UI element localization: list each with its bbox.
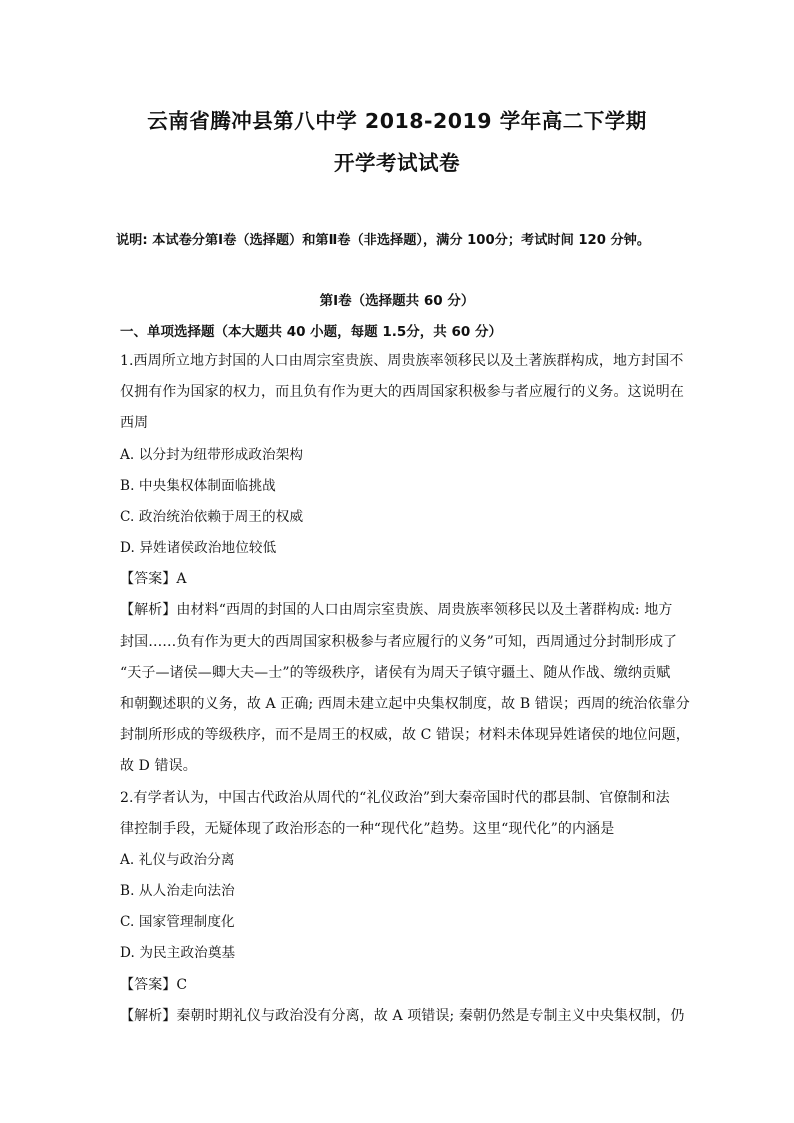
exam-instructions: 说明: 本试卷分第Ⅰ卷（选择题）和第Ⅱ卷（非选择题），满分 100分；考试时间 120 分钟。 <box>116 233 651 248</box>
q2-option-d: D. 为民主政治奠基 <box>120 945 236 961</box>
q1-analysis-line: 封国……负有作为更大的西周国家积极参与者应履行的义务”可知，西周通过分封制形成了 <box>120 634 678 650</box>
q1-analysis-line: “天子—诸侯—卿大夫—士”的等级秩序，诸侯有为周天子镇守疆土、随从作战、缴纳贡赋 <box>120 665 671 681</box>
exam-title-line-2: 开学考试试卷 <box>334 151 460 175</box>
q1-option-a: A. 以分封为纽带形成政治架构 <box>120 447 304 463</box>
q2-answer: 【答案】C <box>120 977 188 993</box>
q2-option-a: A. 礼仪与政治分离 <box>120 852 235 868</box>
q2-option-c: C. 国家管理制度化 <box>120 914 235 930</box>
q1-answer: 【答案】A <box>120 571 187 587</box>
q1-option-d: D. 异姓诸侯政治地位较低 <box>120 540 277 556</box>
q2-stem-line: 2.有学者认为，中国古代政治从周代的“礼仪政治”到大秦帝国时代的郡县制、官僚制和法 <box>120 790 670 806</box>
q1-analysis-line: 和朝觐述职的义务，故 A 正确; 西周未建立起中央集权制度，故 B 错误；西周的统治依靠分 <box>120 696 690 712</box>
q2-analysis-line: 【解析】秦朝时期礼仪与政治没有分离，故 A 项错误; 秦朝仍然是专制主义中央集权制，仍 <box>120 1008 685 1024</box>
q1-stem-line: 1.西周所立地方封国的人口由周宗室贵族、周贵族率领移民以及土著族群构成，地方封国不 <box>120 353 684 369</box>
section-1-heading: 一、单项选择题（本大题共 40 小题，每题 1.5分，共 60 分） <box>120 324 502 340</box>
q1-analysis-line: 封制所形成的等级秩序，而不是周王的权威，故 C 错误；材料未体现异姓诸侯的地位问题， <box>120 727 690 743</box>
q1-option-c: C. 政治统治依赖于周王的权威 <box>120 509 304 525</box>
q1-option-b: B. 中央集权体制面临挑战 <box>120 478 276 494</box>
q1-stem-line: 西周 <box>120 415 149 431</box>
q2-stem-line: 律控制手段，无疑体现了政治形态的一种“现代化”趋势。这里“现代化”的内涵是 <box>120 821 615 837</box>
q2-option-b: B. 从人治走向法治 <box>120 883 235 899</box>
exam-title-line-1: 云南省腾冲县第八中学 2018-2019 学年高二下学期 <box>147 109 647 133</box>
part-1-heading: 第Ⅰ卷（选择题共 60 分） <box>319 293 475 309</box>
q1-analysis-line: 【解析】由材料“西周的封国的人口由周宗室贵族、周贵族率领移民以及土著群构成: 地方 <box>120 602 673 618</box>
q1-stem-line: 仅拥有作为国家的权力，而且负有作为更大的西周国家积极参与者应履行的义务。这说明在 <box>120 384 684 400</box>
q1-analysis-line: 故 D 错误。 <box>120 758 197 774</box>
